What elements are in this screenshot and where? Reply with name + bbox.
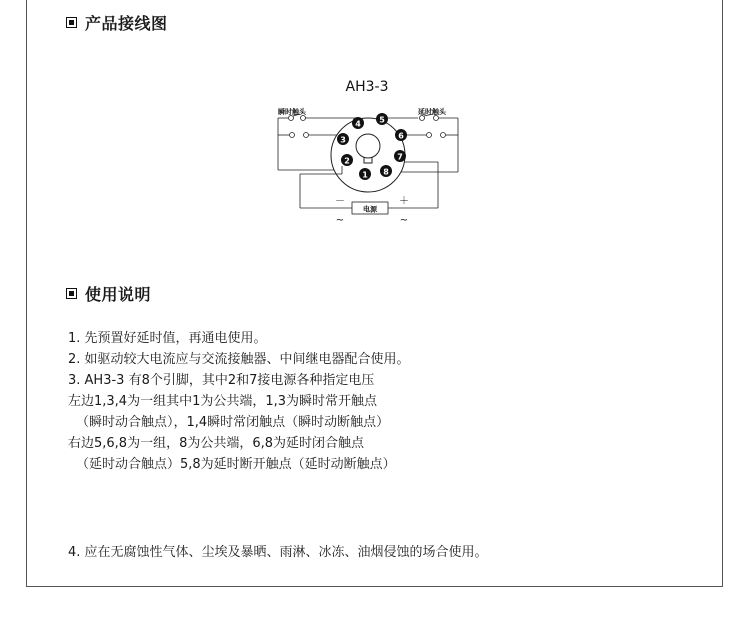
instruction-line: 左边1,3,4为一组其中1为公共端，1,3为瞬时常开触点 [68,394,378,409]
pin-7 [394,150,406,162]
pin-8 [380,165,392,177]
instruction-line: 3. AH3-3 有8个引脚，其中2和7接电源各种指定电压 [68,373,375,388]
square-bullet-icon [66,17,77,28]
svg-text:2: 2 [344,156,350,166]
delay-contact-label: 延时触头 [418,108,446,116]
wiring-diagram-heading [66,11,168,34]
usage-instructions [68,328,410,475]
svg-text:5: 5 [379,115,385,125]
pin-1 [359,168,371,180]
svg-text:3: 3 [340,135,346,145]
wiring-diagram [270,74,470,234]
socket-key-hole [356,134,380,158]
instruction-line: 2. 如驱动较大电流应与交流接触器、中间继电器配合使用。 [68,352,410,367]
instruction-line: 1. 先预置好延时值，再通电使用。 [68,331,267,346]
plus-sign: ＋ [399,196,409,207]
svg-text:8: 8 [383,167,389,177]
power-label: 电源 [363,205,377,214]
model-label: AH3-3 [345,79,389,95]
svg-text:7: 7 [397,152,403,162]
svg-text:6: 6 [398,131,404,141]
instruction-line: 右边5,6,8为一组，8为公共端，6,8为延时闭合触点 [68,436,365,451]
pin-2 [341,154,353,166]
instruction-line: （延时动合触点）5,8为延时断开触点（延时动断触点） [76,457,396,472]
svg-text:4: 4 [355,119,361,129]
wiring-diagram-title: 产品接线图 [85,14,168,33]
pin-6 [395,129,407,141]
pin-4 [352,117,364,129]
usage-title: 使用说明 [85,285,152,304]
svg-text:1: 1 [362,170,368,180]
minus-sign: － [335,196,345,207]
instant-contact-label: 瞬时触头 [278,108,306,116]
pin-3 [337,133,349,145]
usage-heading [66,282,151,305]
ac-tilde-right: ~ [399,215,409,226]
instruction-line-4: 4. 应在无腐蚀性气体、尘埃及暴晒、雨淋、冰冻、油烟侵蚀的场合使用。 [68,545,488,560]
square-bullet-icon [66,288,77,299]
ac-tilde-left: ~ [335,215,345,226]
instruction-line: （瞬时动合触点），1,4瞬时常闭触点（瞬时动断触点） [76,415,390,430]
pin-5 [376,113,388,125]
wiring-diagram-svg [270,74,470,234]
